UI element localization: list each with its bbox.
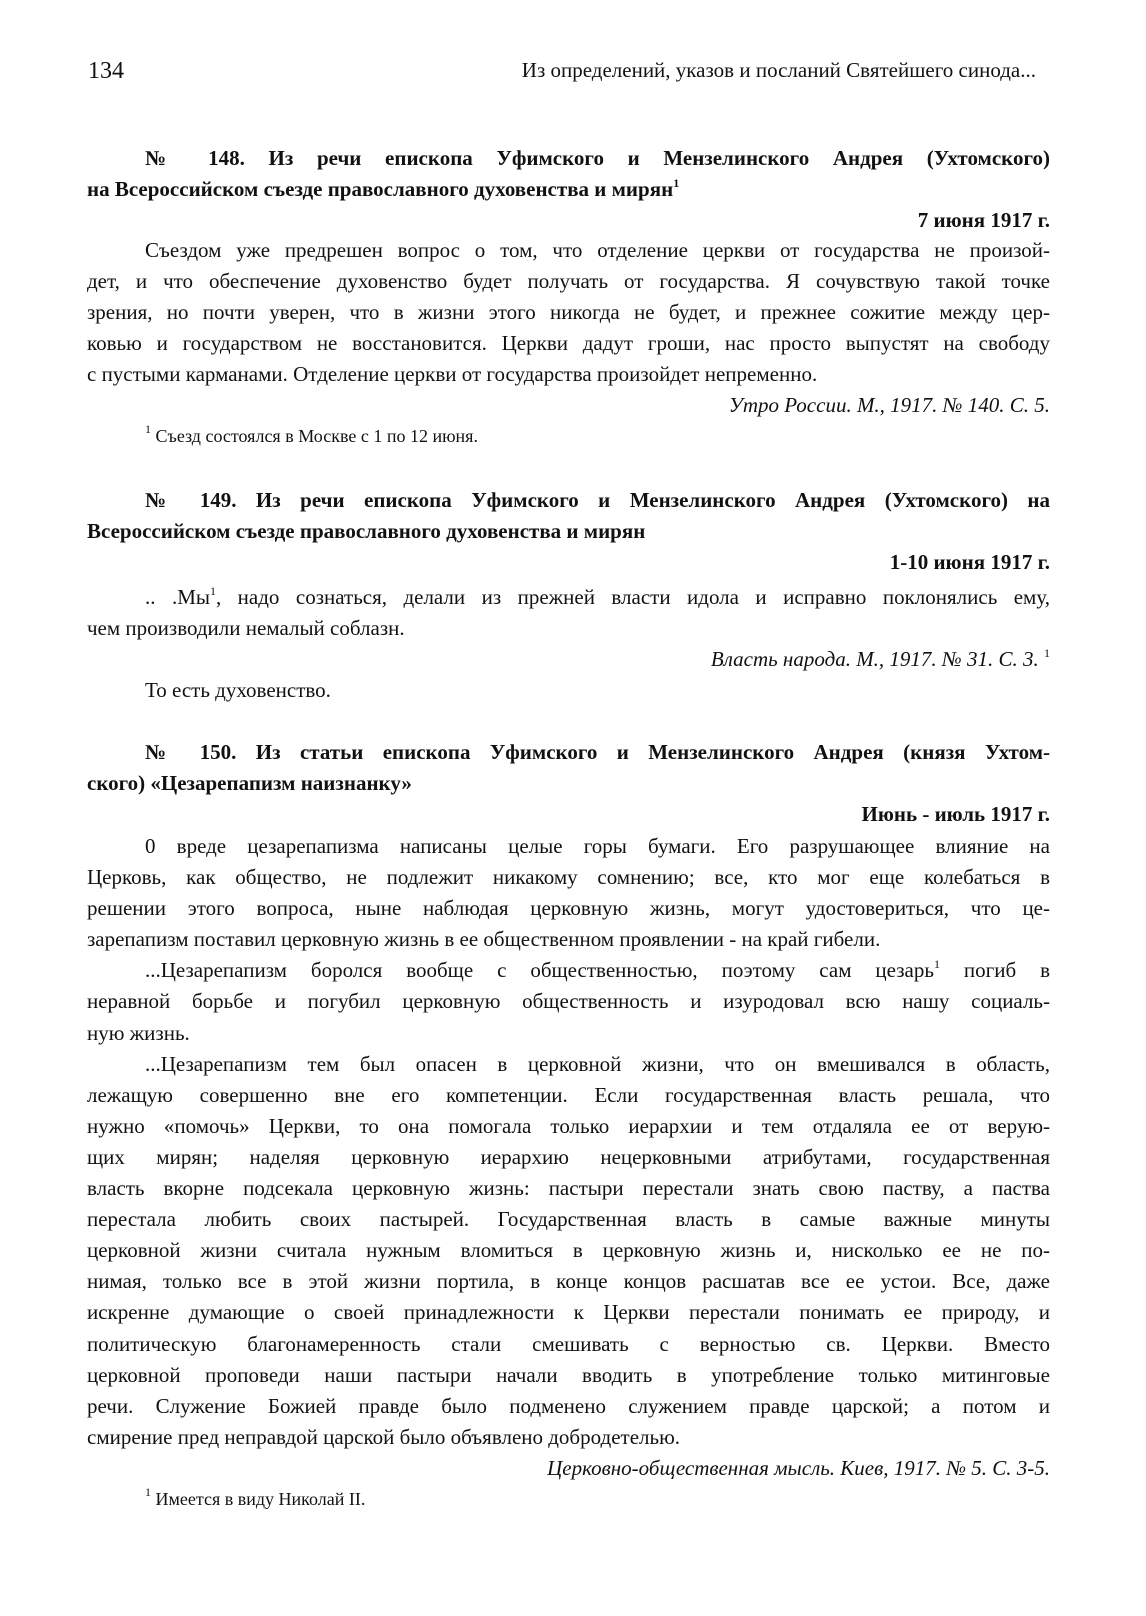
doc150-source: Церковно-общественная мысль. Киев, 1917. № 5. С. 3-5.	[547, 1455, 1050, 1480]
doc149-body: .. $.Мы^1$, надо сознаться, делали из прежней власти идола и исправно поклонялись ему, чем производили немалый соблазн. Власть народа. М., 1917. № 31. С. 3. $^1$ То есть духовенство.	[87, 582, 1050, 706]
doc148-source: Утро России. М., 1917. № 140. С. 5.	[728, 393, 1050, 417]
running-title: Из определений, указов и посланий Святейшего синода...	[521, 58, 1036, 82]
doc149-source: Власть народа. М., 1917. № 31. С. 3. $^1$	[710, 646, 1050, 671]
page-number: 134	[88, 58, 124, 84]
doc148-body: Съездом уже предрешен вопрос о том, что отделение церкви от государства не произой- дет, и что обеспечение духовенство будет получать от государства. Я сочувствую такой точке зрения, но почти уверен, что в жизни этого никогда не будет, и прежнее сожитие между цер- ковью и государством не восстановится. Церкви дадут гроши, нас просто выпустят на свободу с пустыми карманами. Отделение церкви от государства произойдет непременно. Утро России. М., 1917. № 140. С. 5. $^1$ Съезд состоялся в Москве с 1 по 12 июня.	[87, 235, 1050, 452]
doc148-footnote: $^1$ Съезд состоялся в Москве с 1 по 12 июня.	[145, 422, 478, 446]
doc149-title: № 149. Из речи епископа Уфимского и Мензелинского Андрея (Ухтомского) на Всероссийском съезде православного духовенства и мирян 1-10 июня 1917 г.	[87, 485, 1050, 578]
doc148-title: № 148. Из речи епископа Уфимского и Мензелинского Андрея (Ухтомского) на Всероссийском съезде православного духовенства и мирян$^1$ 7 июня 1917 г.	[87, 143, 1050, 236]
doc150-title: № 150. Из статьи епископа Уфимского и Мензелинского Андрея (князя Ухтом- ского) «Цезарепапизм наизнанку» Июнь - июль 1917 г.	[87, 737, 1050, 830]
doc150-body: 0 вреде цезарепапизма написаны целые горы бумаги. Его разрушающее влияние на Церковь, как общество, не подлежит никакому сомнению; все, кто мог еще колебаться в решении этого вопроса, ныне наблюдая церковную жизнь, могут удостовериться, что це- зарепапизм поставил церковную жизнь в ее общественном проявлении - на край гибели. ...Цезарепапизм боролся вообще с общественностью, поэтому сам цезарь$^1$ погиб в неравной борьбе и погубил церковную общественность и изуродовал всю нашу социаль- ную жизнь. ...Цезарепапизм тем был опасен в церковной жизни, что он вмешивался в область, лежащую совершенно вне его компетенции. Если государственная власть решала, что нужно «помочь» Церкви, то она помогала только иерархии и тем отдаляла ее от верую- щих мирян; наделяя церковную иерархию нецерковными атрибутами, государственная власть вкорне подсекала церковную жизнь: пастыри перестали знать свою паству, а паства перестала любить своих пастырей. Государственная власть в самые важные минуты церковной жизни считала нужным вломиться в церковную жизнь и, нисколько ее не по- нимая, только все в этой жизни портила, в конце концов расшатав все ее устои. Все, даже искренне думающие о своей принадлежности к Церкви перестали понимать ее природу, и политическую благонамеренность стали смешивать с верностью св. Церкви. Вместо церковной проповеди наши пастыри начали вводить в употребление только митинговые речи. Служение Божией правде было подменено служением правде царской; а потом и смирение пред неправдой царской было объявлено добродетелью. Церковно-общественная мысль. Киев, 1917. № 5. С. 3-5. $^1$ Имеется в виду Николай II.	[87, 831, 1050, 1515]
doc150-footnote: $^1$ Имеется в виду Николай II.	[145, 1484, 366, 1509]
doc148-date: 7 июня 1917 г.	[917, 208, 1050, 232]
doc149-date: 1-10 июня 1917 г.	[889, 550, 1050, 574]
doc150-date: Июнь - июль 1917 г.	[861, 802, 1050, 826]
doc149-footnote: То есть духовенство.	[145, 678, 331, 702]
